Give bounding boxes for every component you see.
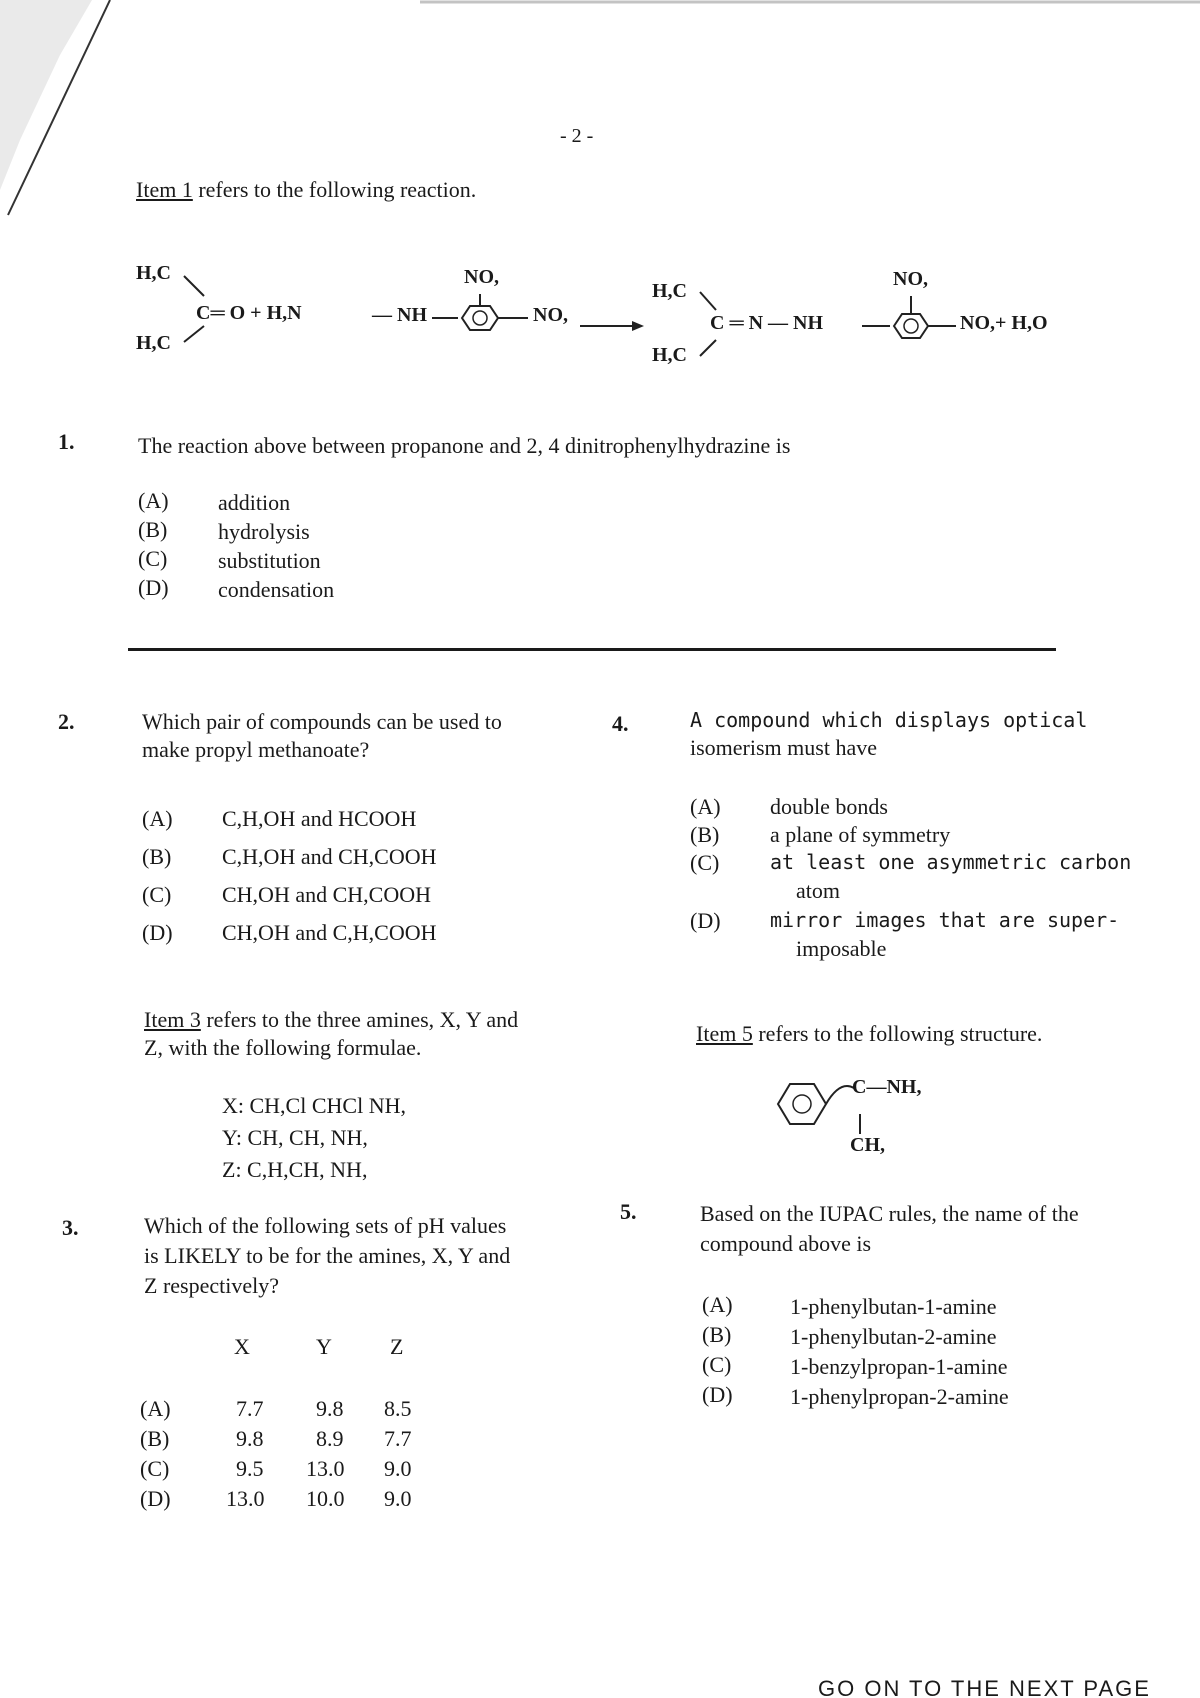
q4-option-d-letter[interactable]: (D)	[690, 908, 721, 933]
product-no2-top: NO,	[893, 268, 928, 290]
q3-row-b-z: 7.7	[384, 1426, 412, 1451]
item5-text: refers to the following structure.	[752, 1021, 1043, 1046]
q1-option-b-letter[interactable]: (B)	[138, 517, 168, 542]
q3-row-b-x: 9.8	[236, 1426, 264, 1451]
q3-header-y: Y	[316, 1334, 332, 1359]
q2-option-b-text[interactable]: C,H,OH and CH,COOH	[222, 844, 437, 869]
item5-label: Item 5	[696, 1021, 753, 1046]
item1-label: Item 1	[136, 177, 193, 202]
amine-y: Y: CH, CH, NH,	[222, 1125, 368, 1150]
q3-row-c-y: 13.0	[306, 1456, 345, 1481]
item5-intro	[696, 1020, 1042, 1048]
product-imine: C ═ N — NH	[710, 312, 824, 334]
q4-option-b-letter[interactable]: (B)	[690, 822, 720, 847]
benzene-ring-circle	[793, 1095, 811, 1113]
q1-option-b-text[interactable]: hydrolysis	[218, 519, 310, 544]
item3-intro-line1	[144, 1006, 518, 1034]
q1-option-d-text[interactable]: condensation	[218, 577, 335, 602]
reactant-ch3-top: H,C	[136, 262, 171, 284]
q4-option-a-text[interactable]: double bonds	[770, 794, 888, 819]
q3-row-a-letter[interactable]: (A)	[140, 1396, 171, 1421]
q2-option-d-text[interactable]: CH,OH and C,H,COOH	[222, 920, 437, 945]
reactant-carbonyl: C═ O + H,N	[196, 302, 302, 324]
q3-number: 3.	[62, 1215, 79, 1240]
q3-row-a-x: 7.7	[236, 1396, 264, 1421]
item3-intro-line2: Z, with the following formulae.	[144, 1035, 422, 1060]
q3-row-d-x: 13.0	[226, 1486, 265, 1511]
q4-stem-line2: isomerism must have	[690, 735, 877, 760]
q5-option-a-text[interactable]: 1-phenylbutan-1-amine	[790, 1294, 997, 1319]
q5-stem-line1: Based on the IUPAC rules, the name of the	[700, 1201, 1079, 1226]
q2-option-a-text[interactable]: C,H,OH and HCOOH	[222, 806, 417, 831]
q3-row-c-z: 9.0	[384, 1456, 412, 1481]
q3-row-a-y: 9.8	[316, 1396, 344, 1421]
q2-option-b-letter[interactable]: (B)	[142, 844, 172, 869]
q2-option-c-text[interactable]: CH,OH and CH,COOH	[222, 882, 431, 907]
q5-number: 5.	[620, 1199, 637, 1224]
q3-header-x: X	[234, 1334, 250, 1359]
q4-number: 4.	[612, 711, 629, 736]
amine-x: X: CH,Cl CHCl NH,	[222, 1093, 406, 1118]
amine-z: Z: C,H,CH, NH,	[222, 1157, 368, 1182]
reactant-no2-side: NO,	[533, 304, 568, 326]
q5-option-c-text[interactable]: 1-benzylpropan-1-amine	[790, 1354, 1008, 1379]
q4-option-d-text[interactable]: mirror images that are super-	[770, 908, 1120, 932]
q3-row-d-y: 10.0	[306, 1486, 345, 1511]
structure-c-nh2: C—NH,	[852, 1076, 922, 1098]
q3-row-d-z: 9.0	[384, 1486, 412, 1511]
page-number: - 2 -	[560, 125, 594, 147]
q1-option-a-letter[interactable]: (A)	[138, 488, 169, 513]
q2-option-c-letter[interactable]: (C)	[142, 882, 172, 907]
reaction-bonds	[0, 0, 1200, 400]
q2-option-d-letter[interactable]: (D)	[142, 920, 173, 945]
q4-option-c-text[interactable]: at least one asymmetric carbon	[770, 850, 1132, 874]
footer-clip	[818, 1676, 1158, 1698]
product-no2-side: NO,+ H,O	[960, 312, 1048, 334]
reactant-no2-top: NO,	[464, 266, 499, 288]
q1-option-a-text[interactable]: addition	[218, 490, 291, 515]
reactant-ch3-bottom: H,C	[136, 332, 171, 354]
q4-option-b-text[interactable]: a plane of symmetry	[770, 822, 951, 847]
q2-stem-line1: Which pair of compounds can be used to	[142, 709, 502, 734]
q1-stem: The reaction above between propanone and 2, 4 dinitrophenylhydrazine is	[138, 433, 791, 458]
q5-option-d-letter[interactable]: (D)	[702, 1382, 733, 1407]
item1-text: refers to the following reaction.	[192, 177, 477, 202]
q1-number: 1.	[58, 429, 75, 454]
q4-stem-line1: A compound which displays optical	[690, 708, 1088, 732]
q5-option-c-letter[interactable]: (C)	[702, 1352, 732, 1377]
reactant-nh: — NH	[372, 304, 427, 326]
q5-option-b-text[interactable]: 1-phenylbutan-2-amine	[790, 1324, 997, 1349]
footer-next-page: GO ON TO THE NEXT PAGE	[818, 1676, 1151, 1698]
q3-stem-line3: Z respectively?	[144, 1273, 279, 1298]
q1-option-c-letter[interactable]: (C)	[138, 546, 168, 571]
structure-ch3: CH,	[850, 1134, 885, 1156]
q3-row-a-z: 8.5	[384, 1396, 412, 1421]
q5-stem-line2: compound above is	[700, 1231, 872, 1256]
q3-stem-line2: is LIKELY to be for the amines, X, Y and	[144, 1243, 511, 1268]
q4-option-c-text2[interactable]: atom	[796, 878, 840, 903]
benzene-ring	[778, 1084, 826, 1124]
q4-option-a-letter[interactable]: (A)	[690, 794, 721, 819]
q5-option-d-text[interactable]: 1-phenylpropan-2-amine	[790, 1384, 1009, 1409]
item3-label: Item 3	[144, 1007, 201, 1032]
q2-number: 2.	[58, 709, 75, 734]
ch2-bond	[826, 1086, 854, 1104]
section-divider	[128, 648, 1056, 651]
q5-option-a-letter[interactable]: (A)	[702, 1292, 733, 1317]
q3-row-b-y: 8.9	[316, 1426, 344, 1451]
q3-row-d-letter[interactable]: (D)	[140, 1486, 171, 1511]
q1-option-d-letter[interactable]: (D)	[138, 575, 169, 600]
q3-row-c-x: 9.5	[236, 1456, 264, 1481]
q2-stem-line2: make propyl methanoate?	[142, 737, 370, 762]
q3-row-b-letter[interactable]: (B)	[140, 1426, 170, 1451]
q1-option-c-text[interactable]: substitution	[218, 548, 321, 573]
q4-option-d-text2[interactable]: imposable	[796, 936, 887, 961]
product-ch3-top: H,C	[652, 280, 687, 302]
q3-stem-line1: Which of the following sets of pH values	[144, 1213, 507, 1238]
q5-option-b-letter[interactable]: (B)	[702, 1322, 732, 1347]
item3-text: refers to the three amines, X, Y and	[200, 1007, 519, 1032]
q3-row-c-letter[interactable]: (C)	[140, 1456, 170, 1481]
product-ch3-bottom: H,C	[652, 344, 687, 366]
q3-header-z: Z	[390, 1334, 404, 1359]
q4-option-c-letter[interactable]: (C)	[690, 850, 720, 875]
q2-option-a-letter[interactable]: (A)	[142, 806, 173, 831]
